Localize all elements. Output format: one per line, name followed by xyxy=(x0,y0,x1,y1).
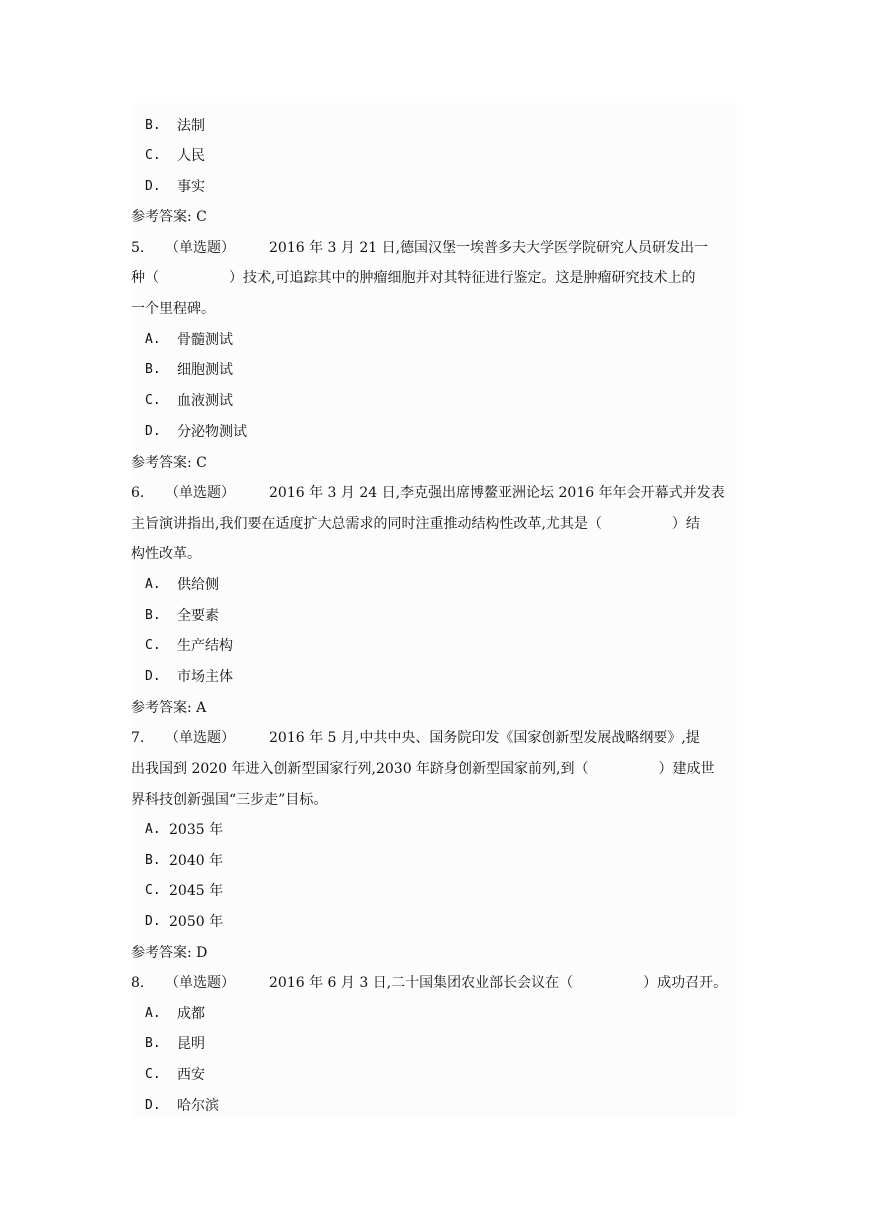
option-text: 血液测试 xyxy=(177,393,233,409)
option-text: 事实 xyxy=(177,179,205,195)
question-text: 构性改革。 xyxy=(131,546,201,562)
option-text: 2045 年 xyxy=(169,883,224,899)
option-letter: B. xyxy=(145,853,161,868)
option-letter: B. xyxy=(145,1036,161,1051)
option-letter: B. xyxy=(145,608,161,623)
option-letter: A. xyxy=(145,332,161,347)
question-number: 5. xyxy=(131,240,145,256)
document-page xyxy=(131,103,737,1118)
question-text: 主旨演讲指出,我们要在适度扩大总需求的同时注重推动结构性改革,尤其是（ ）结 xyxy=(131,516,700,532)
option-letter: A. xyxy=(145,822,161,837)
option-letter: C. xyxy=(145,883,161,898)
question-number: 8. xyxy=(131,975,145,991)
option-text: 2035 年 xyxy=(169,822,224,838)
option-text: 细胞测试 xyxy=(177,362,233,378)
option-letter: C. xyxy=(145,148,161,163)
option-text: 西安 xyxy=(177,1067,205,1083)
option-letter: C. xyxy=(145,393,161,408)
reference-answer: 参考答案: C xyxy=(131,209,207,225)
option-letter: D. xyxy=(145,179,161,194)
option-text: 哈尔滨 xyxy=(177,1098,219,1114)
option-letter: D. xyxy=(145,1098,161,1113)
option-text: 2040 年 xyxy=(169,853,224,869)
reference-answer: 参考答案: C xyxy=(131,455,207,471)
option-letter: B. xyxy=(145,118,161,133)
question-text: 出我国到 2020 年进入创新型国家行列,2030 年跻身创新型国家前列,到（ ）建成世 xyxy=(131,761,715,777)
question-text: 种（ ）技术,可追踪其中的肿瘤细胞并对其特征进行鉴定。这是肿瘤研究技术上的 xyxy=(131,270,696,286)
question-type: （单选题） xyxy=(165,485,235,501)
option-letter: D. xyxy=(145,424,161,439)
option-letter: B. xyxy=(145,362,161,377)
option-letter: D. xyxy=(145,669,161,684)
option-text: 法制 xyxy=(177,118,205,134)
question-text: 界科技创新强国“三步走”目标。 xyxy=(131,792,328,808)
option-letter: C. xyxy=(145,1067,161,1082)
question-number: 6. xyxy=(131,485,145,501)
reference-answer: 参考答案: D xyxy=(131,945,208,961)
question-text: 2016 年 3 月 21 日,德国汉堡一埃普多夫大学医学院研究人员研发出一 xyxy=(269,240,709,256)
option-text: 2050 年 xyxy=(169,914,224,930)
option-text: 分泌物测试 xyxy=(177,424,247,440)
option-text: 市场主体 xyxy=(177,669,233,685)
question-text: 2016 年 5 月,中共中央、国务院印发《国家创新型发展战略纲要》,提 xyxy=(269,730,700,746)
option-text: 骨髓测试 xyxy=(177,332,233,348)
question-text: 2016 年 6 月 3 日,二十国集团农业部长会议在（ ）成功召开。 xyxy=(269,975,728,991)
option-text: 供给侧 xyxy=(177,577,219,593)
option-letter: A. xyxy=(145,577,161,592)
option-text: 人民 xyxy=(177,148,205,164)
option-text: 生产结构 xyxy=(177,638,233,654)
question-text: 2016 年 3 月 24 日,李克强出席博鳌亚洲论坛 2016 年年会开幕式并发表 xyxy=(269,485,725,501)
question-type: （单选题） xyxy=(165,975,235,991)
option-text: 全要素 xyxy=(177,608,219,624)
question-type: （单选题） xyxy=(165,730,235,746)
option-text: 昆明 xyxy=(177,1036,205,1052)
question-type: （单选题） xyxy=(165,240,235,256)
reference-answer: 参考答案: A xyxy=(131,700,207,716)
option-letter: D. xyxy=(145,914,161,929)
option-letter: A. xyxy=(145,1006,161,1021)
option-text: 成都 xyxy=(177,1006,205,1022)
question-text: 一个里程碑。 xyxy=(131,301,215,317)
question-number: 7. xyxy=(131,730,145,746)
option-letter: C. xyxy=(145,638,161,653)
